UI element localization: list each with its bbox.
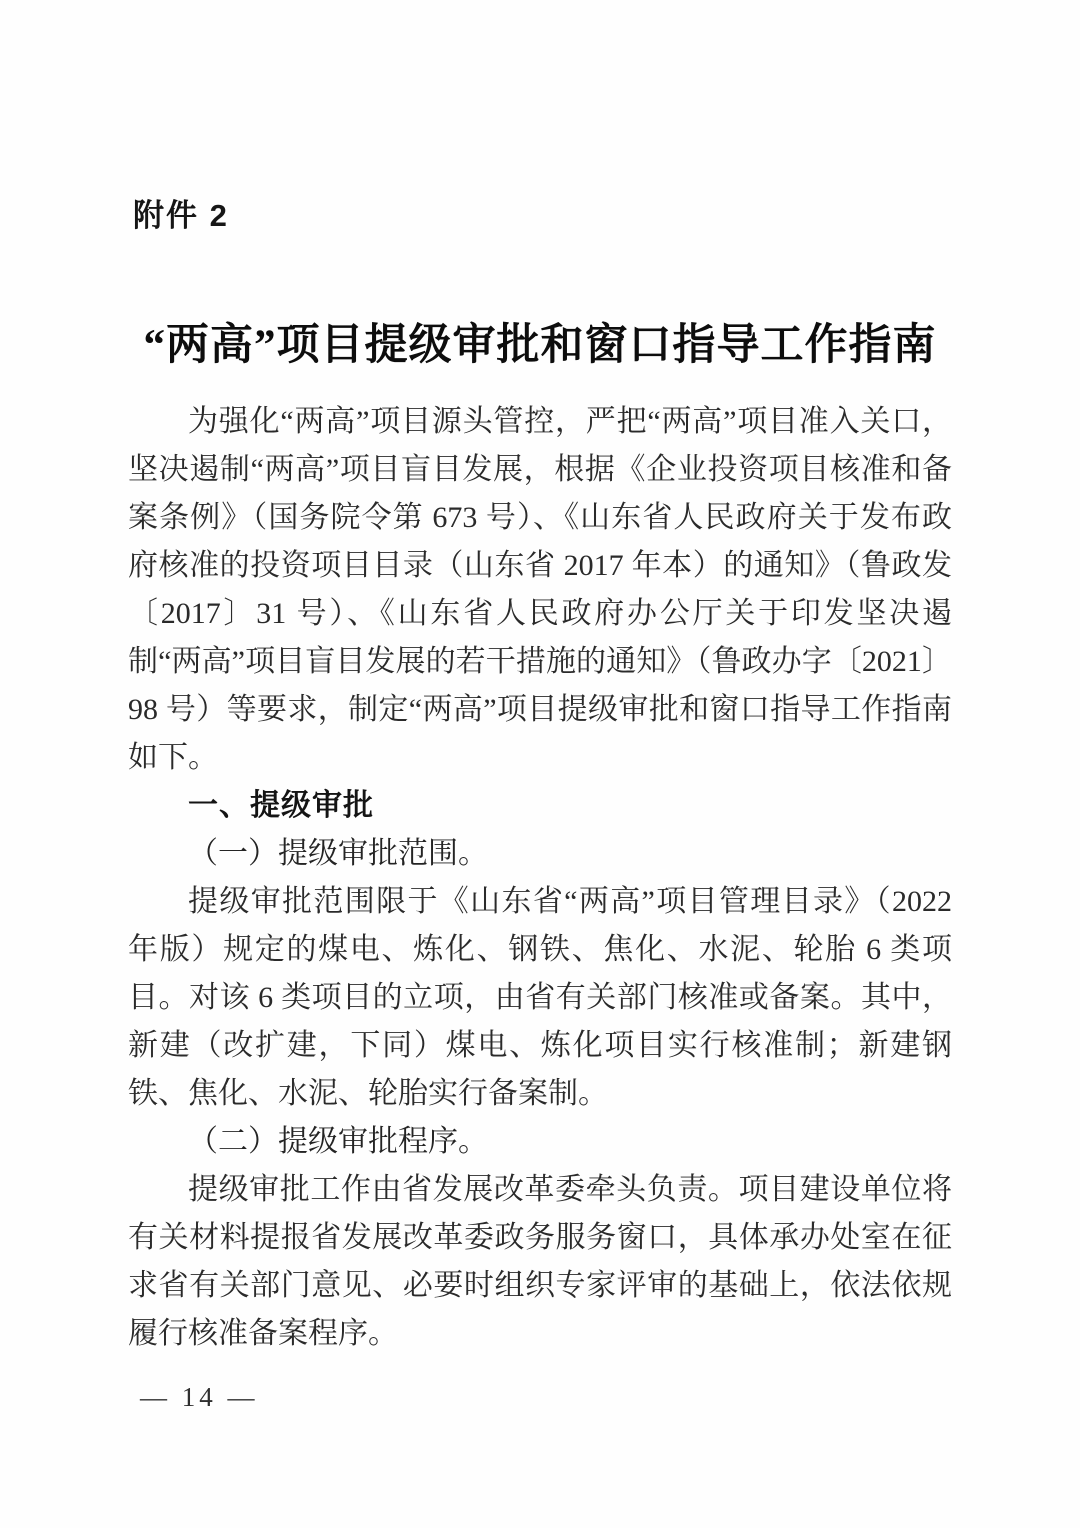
subsection-heading-2: （二）提级审批程序。 xyxy=(188,1125,488,1158)
page-number: — 14 — xyxy=(140,1382,259,1412)
subsection-paragraph-2: 提级审批工作由省发展改革委牵头负责。项目建设单位将有关材料提报省发展改革委政务服务窗口，具体承办处室在征求省有关部门意见、必要时组织专家评审的基础上，依法依规履行核准备案程序。 xyxy=(128,1173,952,1350)
document-body xyxy=(128,398,952,1358)
document-title: “两高”项目提级审批和窗口指导工作指南 xyxy=(143,321,937,369)
subsection-paragraph-1: 提级审批范围限于《山东省“两高”项目管理目录》（2022 年版）规定的煤电、炼化、钢铁、焦化、水泥、轮胎 6 类项目。对该 6 类项目的立项，由省有关部门核准或备案。其中，新建（改扩建，下同）煤电、炼化项目实行核准制；新建钢铁、焦化、水泥、轮胎实行备案制。 xyxy=(128,885,952,1110)
subsection-heading-1: （一）提级审批范围。 xyxy=(188,837,488,870)
attachment-label: 附件 2 xyxy=(133,198,229,233)
section-heading-1: 一、提级审批 xyxy=(188,789,374,822)
intro-paragraph: 为强化“两高”项目源头管控，严把“两高”项目准入关口，坚决遏制“两高”项目盲目发展，根据《企业投资项目核准和备案条例》（国务院令第 673 号）、《山东省人民政府关于发布政府核准的投资项目目录（山东省 2017 年本）的通知》（鲁政发〔2017〕31 号）、《山东省人民政府办公厅关于印发坚决遏制“两高”项目盲目发展的若干措施的通知》（鲁政办字〔2021〕98 号）等要求，制定“两高”项目提级审批和窗口指导工作指南如下。 xyxy=(128,405,952,774)
